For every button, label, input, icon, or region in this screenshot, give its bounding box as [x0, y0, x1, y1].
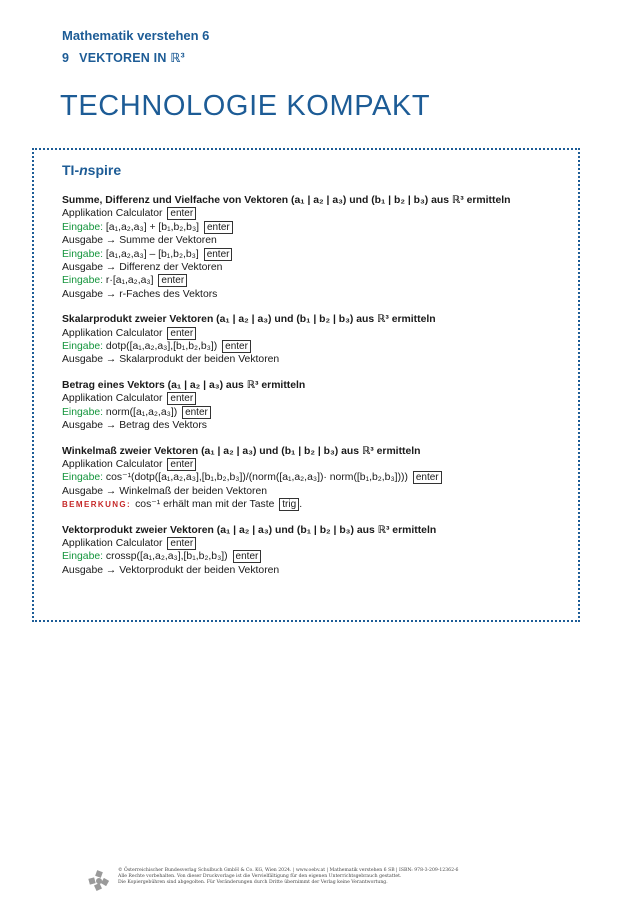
note-label: BEMERKUNG:	[62, 500, 132, 510]
output-line: Ausgabe → Winkelmaß der beiden Vektoren	[62, 485, 268, 497]
output-line: Ausgabe → Vektorprodukt der beiden Vektoren	[62, 564, 280, 576]
input-line: Eingabe: dotp([a₁,a₂,a₃],[b₁,b₂,b₃]) enter	[62, 340, 572, 353]
enter-key: enter	[167, 327, 196, 340]
section-title: Summe, Differenz und Vielfache von Vektoren (a₁ | a₂ | a₃) und (b₁ | b₂ | b₃) aus ℝ³ ermitteln	[62, 195, 511, 206]
app-line: Applikation Calculator enter	[62, 392, 572, 405]
output-line: Ausgabe → Betrag des Vektors	[62, 420, 207, 432]
chapter-title: VEKTOREN IN ℝ³	[79, 51, 185, 65]
enter-key: enter	[222, 340, 251, 353]
box-heading: TI-nspire	[62, 162, 122, 178]
input-line: Eingabe: crossp([a₁,a₂,a₃],[b₁,b₂,b₃]) enter	[62, 550, 572, 563]
section-title: Winkelmaß zweier Vektoren (a₁ | a₂ | a₃) und (b₁ | b₂ | b₃) aus ℝ³ ermitteln	[62, 445, 421, 457]
app-line: Applikation Calculator enter	[62, 537, 572, 550]
output-line: Ausgabe → r-Faches des Vektors	[62, 288, 218, 300]
chapter-number: 9	[62, 51, 70, 65]
enter-key: enter	[167, 537, 196, 550]
enter-key: enter	[413, 471, 442, 484]
input-line: Eingabe: r·[a₁,a₂,a₃] enter	[62, 274, 572, 287]
page-title: TECHNOLOGIE KOMPAKT	[60, 90, 431, 122]
input-line: Eingabe: [a₁,a₂,a₃] + [b₁,b₂,b₃] enter	[62, 221, 572, 234]
section-cross-product	[62, 524, 572, 578]
ti-nspire-box	[32, 148, 580, 622]
input-line: Eingabe: [a₁,a₂,a₃] – [b₁,b₂,b₃] enter	[62, 248, 572, 261]
trig-key: trig	[279, 498, 299, 511]
note-line: BEMERKUNG: cos⁻¹ erhält man mit der Taste trig .	[62, 499, 303, 511]
enter-key: enter	[182, 406, 211, 419]
section-dot-product	[62, 313, 572, 367]
enter-key: enter	[233, 550, 262, 563]
enter-key: enter	[158, 274, 187, 287]
enter-key: enter	[204, 221, 233, 234]
book-title: Mathematik verstehen 6	[62, 28, 210, 43]
chapter-heading	[62, 50, 185, 65]
output-line: Ausgabe → Differenz der Vektoren	[62, 262, 223, 274]
enter-key: enter	[167, 392, 196, 405]
box-content	[62, 194, 572, 589]
enter-key: enter	[204, 248, 233, 261]
footer-text: © Österreichischer Bundesverlag Schulbuch GmbH & Co. KG, Wien 2024. | www.oebv.at | Mathematik verstehen 6 SB | ISBN: 978-3-209-12362-6 Alle Rechte vorbehalten. Von dieser Druckvorlage ist die Vervielfältigung für den eigenen Unterrichtsgebrauch gestattet. Die Kopiergebühren sind abgegolten. Für Veränderungen durch Dritte übernimmt der Verlag keine Verantwortung.	[118, 868, 459, 886]
app-line: Applikation Calculator enter	[62, 327, 572, 340]
section-title: Vektorprodukt zweier Vektoren (a₁ | a₂ | a₃) und (b₁ | b₂ | b₃) aus ℝ³ ermitteln	[62, 524, 437, 536]
app-line: Applikation Calculator enter	[62, 458, 572, 471]
section-angle	[62, 445, 572, 512]
section-norm	[62, 379, 572, 433]
enter-key: enter	[167, 458, 196, 471]
app-line: Applikation Calculator enter	[62, 207, 572, 220]
output-line: Ausgabe → Summe der Vektoren	[62, 235, 217, 247]
output-line: Ausgabe → Skalarprodukt der beiden Vektoren	[62, 354, 280, 366]
publisher-logo-icon	[88, 870, 110, 892]
input-line: Eingabe: cos⁻¹(dotp([a₁,a₂,a₃],[b₁,b₂,b₃])/(norm([a₁,a₂,a₃])· norm([b₁,b₂,b₃]))) enter	[62, 471, 572, 484]
enter-key: enter	[167, 207, 196, 220]
input-line: Eingabe: norm([a₁,a₂,a₃]) enter	[62, 406, 572, 419]
section-sum-difference	[62, 194, 572, 301]
section-title: Skalarprodukt zweier Vektoren (a₁ | a₂ | a₃) und (b₁ | b₂ | b₃) aus ℝ³ ermitteln	[62, 314, 436, 326]
section-title: Betrag eines Vektors (a₁ | a₂ | a₃) aus ℝ³ ermitteln	[62, 379, 306, 391]
